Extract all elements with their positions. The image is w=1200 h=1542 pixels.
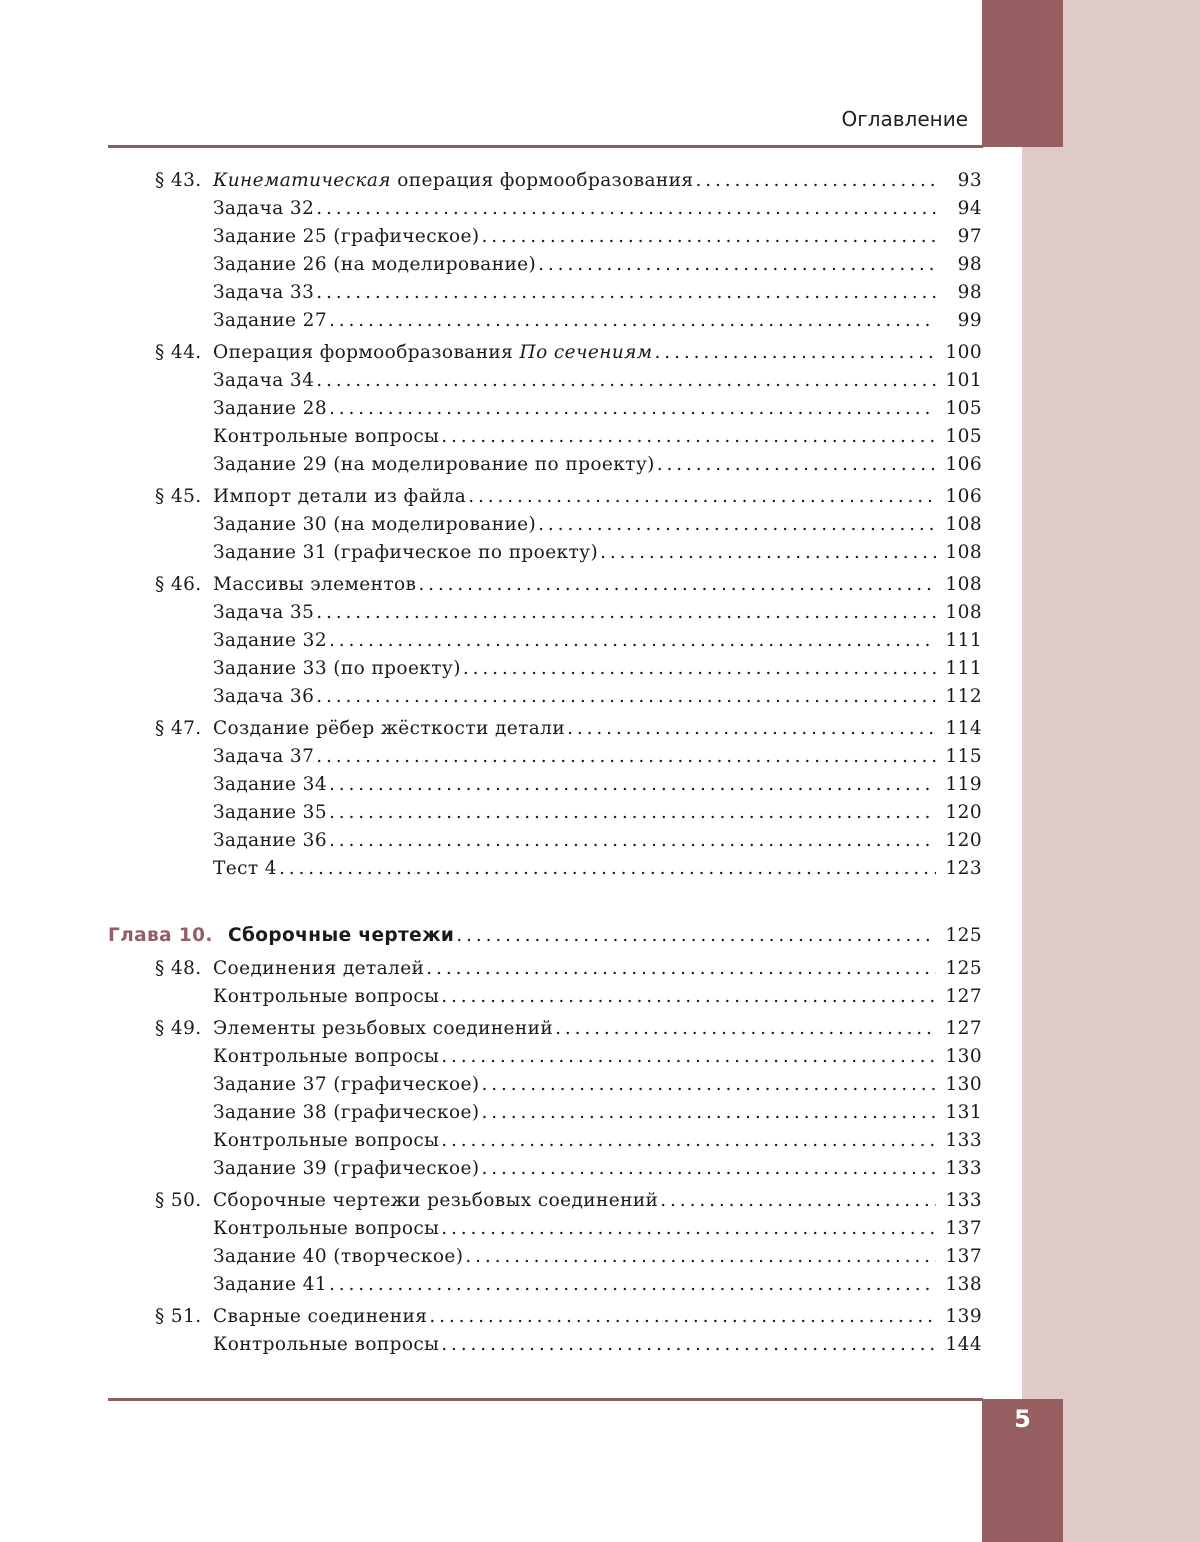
toc-section[interactable]: § 47. Создание рёбер жёсткости детали . . . 114	[0, 715, 990, 743]
toc-item[interactable]: Тест 4 . . . 123	[0, 855, 990, 883]
toc-item[interactable]: Задание 33 (по проекту) . . . 111	[0, 655, 990, 683]
toc-item[interactable]: Задача 33 . . . 98	[0, 279, 990, 307]
toc-item[interactable]: Задача 32 . . . 94	[0, 195, 990, 223]
header-tab	[982, 0, 1063, 147]
toc-section[interactable]: § 49. Элементы резьбовых соединений . . . 127	[0, 1015, 990, 1043]
toc-section[interactable]: § 48. Соединения деталей . . . 125	[0, 955, 990, 983]
toc-item[interactable]: Задание 25 (графическое) . . . 97	[0, 223, 990, 251]
chapter-title: Сборочные чертежи	[228, 925, 455, 946]
footer-rule	[108, 1398, 983, 1401]
toc-item[interactable]: Контрольные вопросы . . . 133	[0, 1127, 990, 1155]
toc-item[interactable]: Задание 27 . . . 99	[0, 307, 990, 335]
toc-section[interactable]: § 46. Массивы элементов . . . 108	[0, 571, 990, 599]
toc-item[interactable]: Задание 31 (графическое по проекту) . . . 108	[0, 539, 990, 567]
toc-item[interactable]: Задание 38 (графическое) . . . 131	[0, 1099, 990, 1127]
header-rule	[108, 145, 983, 148]
toc-item[interactable]: Задание 39 (графическое) . . . 133	[0, 1155, 990, 1183]
toc-item[interactable]: Задача 36 . . . 112	[0, 683, 990, 711]
toc-item[interactable]: Задание 40 (творческое) . . . 137	[0, 1243, 990, 1271]
running-header-title: Оглавление	[841, 107, 968, 131]
toc-item[interactable]: Задание 35 . . . 120	[0, 799, 990, 827]
toc-item[interactable]: Задача 35 . . . 108	[0, 599, 990, 627]
toc-chapter[interactable]: Глава 10. Сборочные чертежи . . . 125	[0, 921, 990, 951]
toc-item[interactable]: Задание 28 . . . 105	[0, 395, 990, 423]
toc-item[interactable]: Контрольные вопросы . . . 144	[0, 1331, 990, 1359]
toc-section[interactable]: § 44. Операция формообразования По сечениям . . . 100	[0, 339, 990, 367]
toc-item[interactable]: Контрольные вопросы . . . 127	[0, 983, 990, 1011]
toc-item[interactable]: Контрольные вопросы . . . 137	[0, 1215, 990, 1243]
toc-item[interactable]: Контрольные вопросы . . . 130	[0, 1043, 990, 1071]
toc-section[interactable]: § 51. Сварные соединения . . . 139	[0, 1303, 990, 1331]
toc-item[interactable]: Контрольные вопросы . . . 105	[0, 423, 990, 451]
toc-item[interactable]: Задание 34 . . . 119	[0, 771, 990, 799]
toc-item[interactable]: Задание 32 . . . 111	[0, 627, 990, 655]
toc-item[interactable]: Задание 41 . . . 138	[0, 1271, 990, 1299]
dot-leader	[695, 167, 936, 195]
toc-item[interactable]: Задача 34 . . . 101	[0, 367, 990, 395]
toc-section[interactable]: § 43. Кинематическая операция формообразования . . . 93	[0, 167, 990, 195]
toc-item[interactable]: Задача 37 . . . 115	[0, 743, 990, 771]
toc-item[interactable]: Задание 30 (на моделирование) . . . 108	[0, 511, 990, 539]
toc-section[interactable]: § 45. Импорт детали из файла . . . 106	[0, 483, 990, 511]
table-of-contents	[0, 167, 990, 1359]
side-margin-band	[1022, 0, 1200, 1542]
toc-item[interactable]: Задание 26 (на моделирование) . . . 98	[0, 251, 990, 279]
chapter-number: Глава 10.	[108, 925, 213, 946]
toc-page: 93	[957, 170, 982, 191]
toc-item[interactable]: Задание 37 (графическое) . . . 130	[0, 1071, 990, 1099]
toc-item[interactable]: Задание 29 (на моделирование по проекту) . . . 106	[0, 451, 990, 479]
toc-section[interactable]: § 50. Сборочные чертежи резьбовых соединений . . . 133	[0, 1187, 990, 1215]
page-number: 5	[1014, 1405, 1031, 1433]
toc-item[interactable]: Задание 36 . . . 120	[0, 827, 990, 855]
